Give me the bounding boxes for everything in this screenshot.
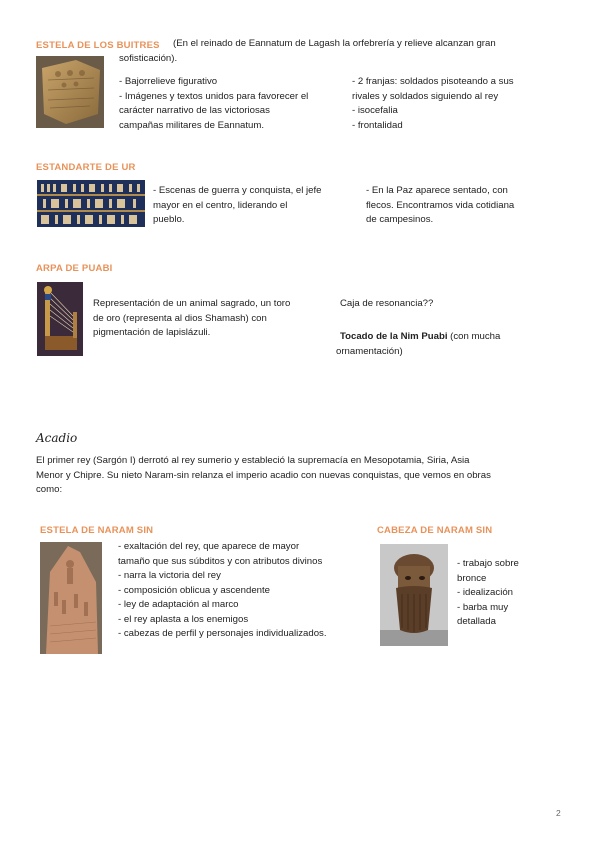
puabi-col2 [340,297,433,312]
buitres-col1-line: campañas militares de Eannatum. [119,119,265,131]
ur-col2-line: - En la Paz aparece sentado, con [366,185,508,196]
naram-estela-line: tamaño que sus súbditos y con atributos divinos [118,555,323,567]
acadio-heading: Acadio [36,431,78,445]
puabi-tocado [340,330,500,345]
puabi-tocado-rest: (con mucha [447,331,501,342]
naram-cabeza-line: - idealización [457,587,513,598]
buitres-col2-line: - 2 franjas: soldados pisoteando a sus [352,76,514,87]
ur-col2-line: flecos. Encontramos vida cotidiana [366,199,515,211]
puabi-col1-line: de oro (representa al dios Shamash) con [93,312,267,324]
buitres-intro-line2: sofisticación). [119,53,178,64]
estela-buitres-image [36,56,104,128]
section-title-buitres: ESTELA DE LOS BUITRES [36,40,160,51]
naram-cabeza-list [457,557,519,630]
naram-estela-list [118,540,327,642]
puabi-col1 [93,297,290,341]
buitres-intro-line1: (En el reinado de Eannatum de Lagash la orfebrería y relieve alcanzan gran [173,38,496,49]
ur-col1 [153,184,322,228]
section-title-ur: ESTANDARTE DE UR [36,162,136,173]
naram-cabeza-line: - barba muy [457,601,509,613]
puabi-col1-line: pigmentación de lapislázuli. [93,327,211,338]
section-title-naram-estela: ESTELA DE NARAM SIN [40,525,154,536]
section-title-naram-cabeza: CABEZA DE NARAM SIN [377,525,493,536]
buitres-intro [173,37,496,52]
page-number: 2 [556,808,561,818]
section-title-puabi: ARPA DE PUABI [36,263,113,274]
ur-col1-line: pueblo. [153,214,185,225]
puabi-tocado-cont [336,345,403,360]
buitres-col2 [352,75,514,133]
estela-naram-image [40,542,102,654]
acadio-para-line: El primer rey (Sargón I) derrotó al rey sumerio y estableció la supremacía en Mesopotamia, Siria, Asia [36,455,470,466]
buitres-col1-line: - Imágenes y textos unidos para favorecer el [119,90,309,102]
ur-col1-line: - Escenas de guerra y conquista, el jefe [153,185,322,196]
buitres-intro-cont [119,52,177,67]
buitres-col2-line: - frontalidad [352,119,403,131]
puabi-col1-line: Representación de un animal sagrado, un toro [93,298,291,309]
puabi-tocado-bold: Tocado de la Nim Puabi [340,331,448,342]
naram-estela-line: - narra la victoria del rey [118,570,221,581]
cabeza-naram-image [380,544,448,646]
buitres-col2-line: rivales y soldados siguiendo al rey [352,90,499,102]
arpa-puabi-image [37,282,83,356]
naram-estela-line: - exaltación del rey, que aparece de mayor [118,541,300,552]
naram-estela-line: - el rey aplasta a los enemigos [118,613,249,625]
buitres-col1 [119,75,308,133]
acadio-para-line: como: [36,484,63,495]
ur-col2-line: de campesinos. [366,214,434,225]
estandarte-ur-image [37,180,145,227]
acadio-paragraph [36,454,491,498]
naram-estela-line: - composición oblicua y ascendente [118,584,270,596]
ur-col1-line: mayor en el centro, liderando el [153,199,288,211]
ur-col2 [366,184,514,228]
buitres-col2-line: - isocefalia [352,105,398,116]
puabi-col2-line: ornamentación) [336,346,403,357]
naram-cabeza-line: - trabajo sobre [457,558,519,569]
naram-cabeza-line: detallada [457,616,496,627]
buitres-col1-line: carácter narrativo de las victoriosas [119,105,270,116]
buitres-col1-line: - Bajorrelieve figurativo [119,76,218,87]
puabi-col2-line: Caja de resonancia?? [340,298,434,309]
acadio-para-line: Menor y Chipre. Su nieto Naram-sin relanza el imperio acadio con nuevas conquistas, que vemos en obras [36,469,491,481]
naram-estela-line: - ley de adaptación al marco [118,599,239,610]
naram-estela-line: - cabezas de perfil y personajes individualizados. [118,628,327,639]
naram-cabeza-line: bronce [457,572,487,584]
